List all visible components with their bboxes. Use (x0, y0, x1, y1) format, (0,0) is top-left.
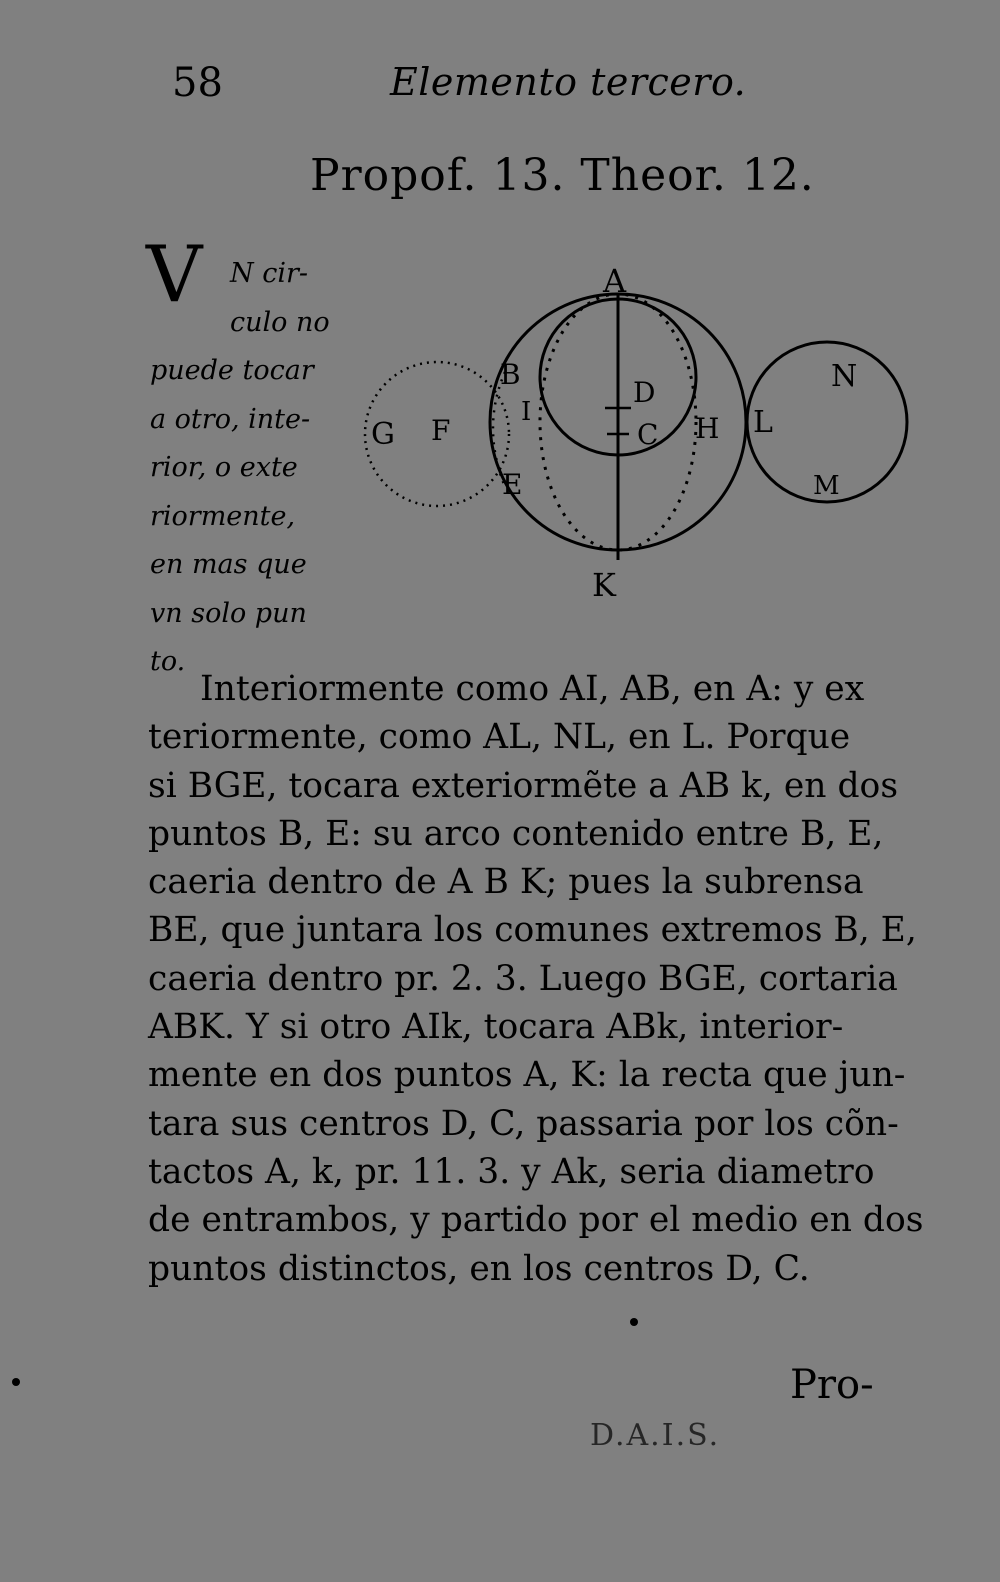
body-line: tactos A, k, pr. 11. 3. y Ak, seria diametro (148, 1151, 875, 1192)
body-line: tara sus centros D, C, passaria por los cõn- (148, 1103, 899, 1144)
label-d: D (633, 376, 656, 409)
body-line: caeria dentro pr. 2. 3. Luego BGE, cortaria (148, 958, 898, 999)
label-i: I (521, 397, 532, 427)
body-line: puntos B, E: su arco contenido entre B, E, (148, 813, 884, 854)
body-line: ABK. Y si otro AIk, tocara ABk, interior- (148, 1007, 844, 1048)
signature-mark: D.A.I.S. (590, 1418, 721, 1453)
enunciation-line: culo no (230, 306, 330, 338)
enunciation-line: en mas que (150, 549, 307, 580)
enunciation-line: puede tocar (150, 355, 314, 386)
label-m: M (813, 471, 840, 501)
enunciation-line: N cir- (230, 258, 308, 289)
enunciation (150, 250, 340, 687)
label-g: G (371, 417, 395, 452)
label-l: L (753, 405, 773, 440)
enunciation-line: riormente, (150, 500, 296, 532)
enunciation-line: a otro, inte- (150, 403, 311, 435)
body-line: teriormente, como AL, NL, en L. Porque (148, 717, 851, 758)
body-line: mente en dos puntos A, K: la recta que jun- (148, 1055, 906, 1096)
label-k: K (592, 566, 616, 604)
label-h: H (695, 412, 720, 445)
body-line: de entrambos, y partido por el medio en dos (148, 1200, 924, 1241)
enunciation-line: vn solo pun (150, 597, 307, 629)
ink-speck (12, 1378, 20, 1386)
body-line: BE, que juntara los comunes extremos B, E, (148, 910, 917, 951)
body-text (148, 665, 928, 1293)
enunciation-line: rior, o exte (150, 452, 298, 483)
label-a: A (603, 262, 627, 300)
body-line: puntos distinctos, en los centros D, C. (148, 1248, 810, 1289)
label-c: C (637, 418, 659, 451)
body-line: Interiormente como AI, AB, en A: y ex (200, 669, 865, 709)
label-b: B (500, 358, 521, 391)
body-line: si BGE, tocara exteriormẽte a AB k, en dos (148, 765, 899, 806)
label-n: N (831, 359, 858, 394)
page-number: 58 (172, 60, 223, 106)
label-e: E (502, 468, 523, 501)
drop-cap: V (146, 230, 203, 320)
proposition-title: Propof. 13. Theor. 12. (310, 150, 815, 201)
label-f: F (431, 414, 451, 447)
body-line: caeria dentro de A B K; pues la subrensa (148, 862, 864, 903)
ink-speck (630, 1318, 638, 1326)
geometry-diagram (355, 262, 915, 612)
enunciation-line: to. (150, 646, 186, 677)
running-title: Elemento tercero. (390, 60, 747, 104)
catchword: Pro- (790, 1362, 874, 1408)
